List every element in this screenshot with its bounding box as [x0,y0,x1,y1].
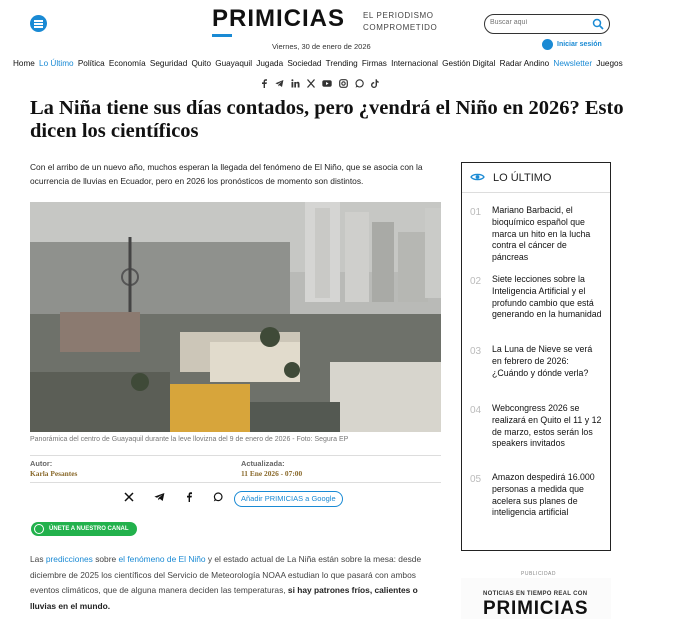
item-number: 03 [470,346,482,357]
telegram-share-icon[interactable] [154,492,165,502]
nav-item-quito[interactable]: Quito [191,59,212,68]
updated-label: Actualizada: [241,459,285,468]
eye-icon [470,172,485,182]
article-lead: Con el arribo de un nuevo año, muchos esperan la llegada del fenómeno de El Niño, que se asocia con la ocurrencia de lluvias en Ecuador, pero en 2026 los pronósticos de momento son distintos. [30,162,423,186]
item-number: 02 [470,276,482,287]
author-label: Autor: [30,459,53,468]
body-bold: si hay patrones fríos, calientes o lluvias en el mundo. [30,585,418,611]
logo-underline [212,34,232,37]
whatsapp-share-icon[interactable] [213,492,223,502]
share-bar [124,492,223,502]
nav-item-sociedad[interactable]: Sociedad [287,59,322,68]
x-share-icon[interactable] [124,492,134,502]
nav-item-radar-andino[interactable]: Radar Andino [499,59,550,68]
nav-item-gestion-digital[interactable]: Gestión Digital [442,59,496,68]
city-panorama-image [30,202,441,432]
youtube-icon[interactable] [322,79,332,88]
article-headline: La Niña tiene sus días contados, pero ¿vendrá el Niño en 2026? Esto dicen los científicos [30,97,624,142]
whatsapp-channel-button[interactable] [31,522,137,536]
updated-date: 11 Ene 2026 - 07:00 [241,469,303,478]
latest-news-title: LO ÚLTIMO [493,172,552,184]
nav-item-newsletter[interactable]: Newsletter [553,59,593,68]
whatsapp-button-label: ÚNETE A NUESTRO CANAL [49,526,129,532]
facebook-share-icon[interactable] [185,492,193,502]
google-button-label: Añadir PRIMICIAS a Google [241,494,336,503]
item-title[interactable]: Amazon despedirá 16.000 personas a medida que acelera sus planes de inteligencia artificial [492,472,595,518]
article-body [30,552,445,614]
body-text-3: y el estado actual de La Niña están sobre la mesa: desde diciembre de 2025 los científicos del Servicio de Meteorología NOAA estudian lo que pasará con ambos eventos climáticos, que de alguna manera deciden las temperaturas, [30,554,422,595]
item-title[interactable]: Mariano Barbacid, el bioquímico español que marca un hito en la lucha contra el cáncer de páncreas [492,205,591,263]
login-label: Iniciar sesión [557,41,602,48]
linkedin-icon[interactable] [291,79,300,88]
nav-item-internacional[interactable]: Internacional [391,59,438,68]
search-box[interactable] [484,14,610,34]
ad-banner[interactable] [461,578,611,619]
item-number: 01 [470,207,482,218]
search-input[interactable] [490,19,590,26]
login-link[interactable] [542,39,602,50]
nav-item-seguridad[interactable]: Seguridad [149,59,188,68]
nav-item-lo-ultimo[interactable]: Lo Último [39,59,74,68]
site-logo[interactable]: PRIMICIAS [212,5,346,32]
nav-item-firmas[interactable]: Firmas [361,59,387,68]
social-links [260,79,379,88]
tagline-line1: EL PERIODISMO [363,11,434,20]
search-icon[interactable] [592,18,604,30]
body-link-el-nino[interactable]: el fenómeno de El Niño [118,554,206,564]
facebook-icon[interactable] [260,79,268,88]
article-meta [30,455,441,483]
x-icon[interactable] [307,79,315,88]
nav-item-politica[interactable]: Política [77,59,105,68]
item-number: 04 [470,405,482,416]
user-icon [542,39,553,50]
item-title[interactable]: Webcongress 2026 se realizará en Quito el 11 y 12 de marzo, estos serán los speakers invitados [492,403,602,449]
whatsapp-icon [34,524,44,534]
instagram-icon[interactable] [339,79,348,88]
nav-item-home[interactable]: Home [13,59,35,68]
body-link-predicciones[interactable]: predicciones [45,554,93,564]
add-to-google-button[interactable] [234,491,343,507]
item-title[interactable]: Siete lecciones sobre la Inteligencia Artificial y el profundo cambio que está generando en la humanidad [492,274,602,320]
item-number: 05 [470,474,482,485]
latest-news-header [462,163,610,193]
menu-icon[interactable] [30,15,47,32]
telegram-icon[interactable] [275,79,284,88]
photo-caption: Panorámica del centro de Guayaquil durante la leve llovizna del 9 de enero de 2026 - Foto: Segura EP [30,436,349,443]
author-name[interactable]: Karla Pesantes [30,469,78,478]
tagline-line2: COMPROMETIDO [363,23,438,32]
current-date: Viernes, 30 de enero de 2026 [272,42,371,51]
tagline [363,10,437,34]
ad-small-text: NOTICIAS EN TIEMPO REAL CON [483,591,588,597]
body-text-1: Las [30,554,46,564]
tiktok-icon[interactable] [371,79,379,88]
nav-item-guayaquil[interactable]: Guayaquil [215,59,253,68]
nav-item-juegos[interactable]: Juegos [596,59,623,68]
body-text-2: sobre [92,554,119,564]
nav-item-economia[interactable]: Economía [108,59,146,68]
ad-label: PUBLICIDAD [521,571,557,577]
article-photo [30,202,441,432]
latest-news-panel [461,162,611,551]
main-nav [13,59,623,68]
nav-item-trending[interactable]: Trending [325,59,358,68]
item-title[interactable]: La Luna de Nieve se verá en febrero de 2026: ¿Cuándo y dónde verla? [492,344,593,378]
nav-item-jugada[interactable]: Jugada [256,59,284,68]
whatsapp-icon[interactable] [355,79,364,88]
ad-logo: PRIMICIAS [483,598,589,619]
